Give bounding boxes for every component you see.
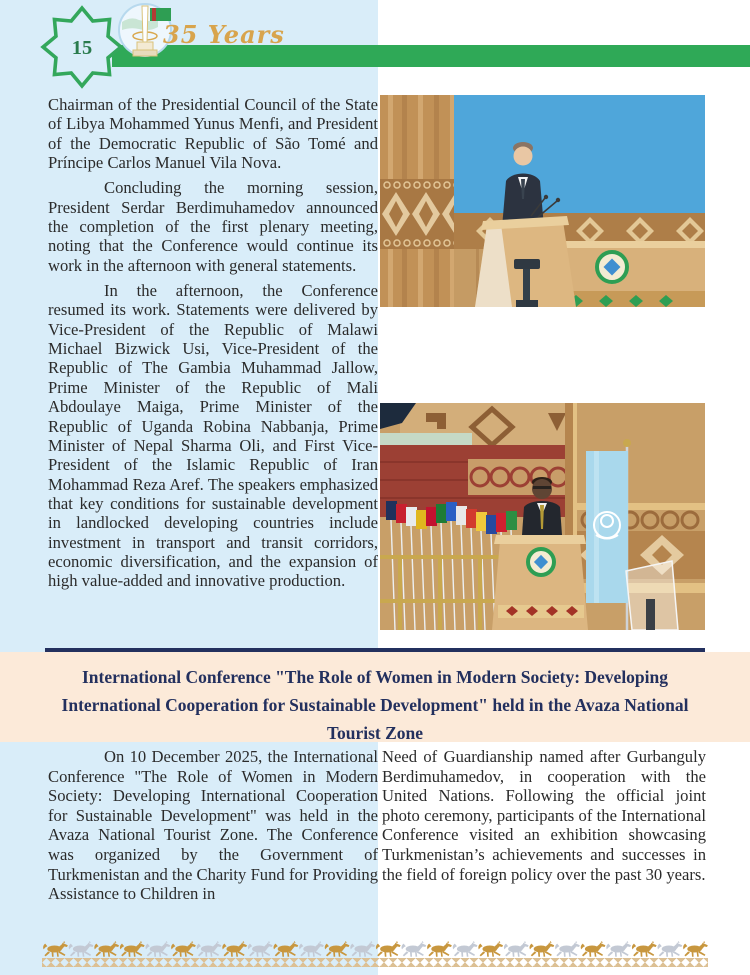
section-title: International Conference "The Role of Women in Modern Society: Developing International Cooperation for Sustainable Development" held in the Avaza National Tourist Zone bbox=[61, 667, 689, 743]
prompter-glass bbox=[626, 561, 678, 630]
paragraph: Concluding the morning session, President Serdar Berdimuhamedov announced the completion of the first plenary meeting, noting that the Conference would continue its work in the afternoon with general statements. bbox=[48, 178, 378, 275]
article-column-left bbox=[48, 747, 378, 904]
rostrum bbox=[492, 535, 588, 630]
page-number-star-icon bbox=[40, 5, 124, 89]
galloping-horses-icon bbox=[42, 941, 708, 957]
page-number: 15 bbox=[71, 37, 93, 60]
blue-backdrop bbox=[454, 95, 705, 213]
paragraph: On 10 December 2025, the International Conference "The Role of Women in Modern Society: Developing International Cooperation for Sustainable Development" was held in the Avaza National Tourist Zone. The Conference was organized by the Government of Turkmenistan and the Charity Fund for Providing Assistance to Children in bbox=[48, 747, 378, 904]
photo-speaker-plenary bbox=[380, 95, 705, 307]
photo-speaker-flags-un bbox=[380, 403, 705, 630]
paragraph: Chairman of the Presidential Council of the State of Libya Mohammed Yunus Menfi, and President of the Democratic Republic of São Tomé and Príncipe Carlos Manuel Vila Nova. bbox=[48, 95, 378, 173]
article-continuation bbox=[48, 95, 378, 597]
horse-frieze bbox=[42, 941, 708, 967]
zigzag-border bbox=[42, 958, 708, 967]
section-banner bbox=[0, 652, 750, 742]
paragraph: In the afternoon, the Conference resumed its work. Statements were delivered by Vice-President of the Republic of Malawi Michael Bizwick Usi, Vice-President of the Republic of The Gambia Muhammad Jallow, Prime Minister of the Republic of Mali Abdoulaye Maiga, Prime Minister of the Republic of Uganda Robina Nabbanja, Prime Minister of Nepal Sharma Oli, and First Vice-President of the Islamic Republic of Iran Mohammad Reza Aref. The speakers emphasized that key conditions for sustainable development in landlocked developing countries include investment in transport and transit corridors, economic diversification, and the expansion of high value-added and innovative production. bbox=[48, 281, 378, 591]
article-column-right bbox=[382, 747, 706, 884]
state-emblem bbox=[528, 549, 554, 575]
state-emblem bbox=[597, 252, 627, 282]
anniversary-label: 35 Years bbox=[163, 20, 285, 49]
rostrum-desk bbox=[566, 241, 705, 307]
paragraph: Need of Guardianship named after Gurbanguly Berdimuhamedov, in cooperation with the United Nations. Following the official joint photo ceremony, participants of the International Conference visited an exhibition showcasing Turkmenistan’s achievements and successes in the field of foreign policy over the past 30 years. bbox=[382, 747, 706, 884]
un-flag bbox=[586, 439, 631, 630]
